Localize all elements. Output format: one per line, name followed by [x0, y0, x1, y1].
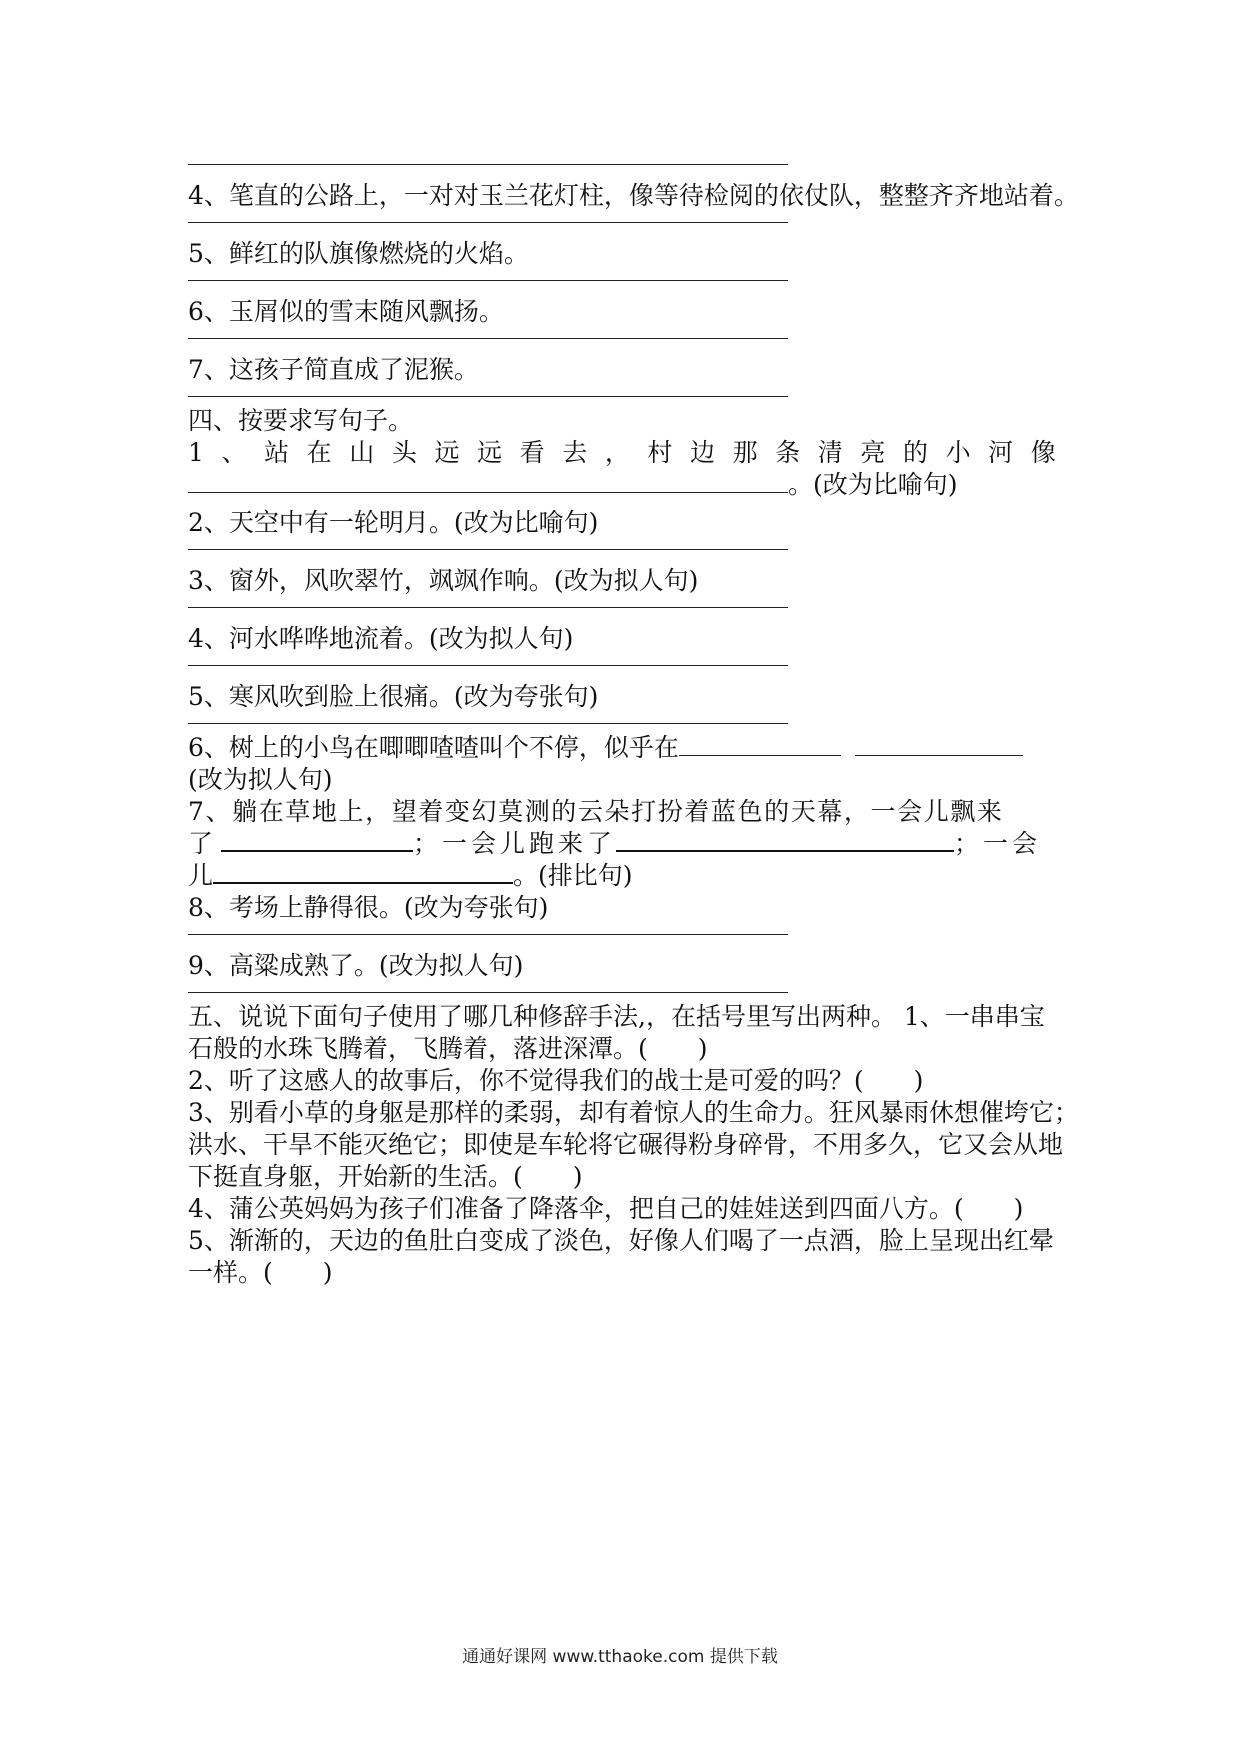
section-5-line-8: 5、渐渐的，天边的鱼肚白变成了淡色，好像人们喝了一点酒，脸上呈现出红晕	[188, 1226, 1054, 1255]
answer-line[interactable]	[188, 723, 788, 724]
answer-line[interactable]	[188, 280, 788, 281]
sentence-3-6: 6、玉屑似的雪末随风飘扬。	[188, 297, 504, 326]
section-5-line-4: 3、别看小草的身躯是那样的柔弱，却有着惊人的生命力。狂风暴雨休想催垮它；	[188, 1098, 1079, 1127]
answer-line[interactable]	[188, 992, 788, 993]
answer-blank[interactable]	[213, 860, 513, 884]
answer-line[interactable]	[188, 607, 788, 608]
footer-credit: 通通好课网 www.tthaoke.com 提供下载	[462, 1647, 778, 1667]
answer-line[interactable]	[188, 934, 788, 935]
section-5-line-6: 下挺直身躯，开始新的生活。( )	[188, 1162, 583, 1191]
section-4-title: 四、按要求写句子。	[188, 406, 414, 435]
sentence-4-9: 9、高粱成熟了。(改为拟人句)	[188, 951, 524, 980]
section-5-line-7: 4、蒲公英妈妈为孩子们准备了降落伞，把自己的娃娃送到四面八方。( )	[188, 1194, 1024, 1223]
sentence-4-7-line3: 儿 。(排比句)	[188, 861, 633, 890]
sentence-4-6: 6、树上的小鸟在唧唧喳喳叫个不停，似乎在	[188, 732, 1058, 764]
answer-line	[188, 164, 788, 165]
sentence-4-2: 2、天空中有一轮明月。(改为比喻句)	[188, 508, 599, 537]
sentence-4-6-note: (改为拟人句)	[188, 765, 333, 794]
sentence-4-3: 3、窗外，风吹翠竹，飒飒作响。(改为拟人句)	[188, 566, 699, 595]
answer-blank[interactable]	[855, 733, 1023, 756]
sentence-4-5: 5、寒风吹到脸上很痛。(改为夸张句)	[188, 682, 599, 711]
sentence-3-4: 4、笔直的公路上，一对对玉兰花灯柱，像等待检阅的依仗队，整整齐齐地站着。	[188, 181, 1079, 210]
answer-blank[interactable]	[188, 470, 788, 493]
sentence-4-8: 8、考场上静得很。(改为夸张句)	[188, 893, 549, 922]
sentence-3-7: 7、这孩子简直成了泥猴。	[188, 355, 479, 384]
answer-line[interactable]	[188, 338, 788, 339]
sentence-3-5: 5、鲜红的队旗像燃烧的火焰。	[188, 239, 529, 268]
section-5-line-9: 一样。( )	[188, 1258, 333, 1287]
sentence-4-4: 4、河水哗哗地流着。(改为拟人句)	[188, 624, 574, 653]
section-5-line-2: 石般的水珠飞腾着，飞腾着，落进深潭。( )	[188, 1034, 708, 1063]
section-5-line-3: 2、听了这感人的故事后，你不觉得我们的战士是可爱的吗？( )	[188, 1066, 924, 1095]
section-5-line-5: 洪水、干旱不能灭绝它；即使是车轮将它碾得粉身碎骨，不用多久，它又会从地	[188, 1130, 1064, 1159]
sentence-4-1-cont: 。(改为比喻句)	[188, 469, 1058, 501]
answer-line[interactable]	[188, 222, 788, 223]
answer-line[interactable]	[188, 396, 788, 397]
answer-blank[interactable]	[221, 828, 413, 852]
answer-line[interactable]	[188, 549, 788, 550]
section-5-line-1: 五、说说下面句子使用了哪几种修辞手法,，在括号里写出两种。 1、一串串宝	[188, 1002, 1045, 1031]
answer-blank[interactable]	[616, 828, 954, 852]
sentence-4-7: 7、躺在草地上，望着变幻莫测的云朵打扮着蓝色的天幕，一会儿飘来	[188, 797, 1004, 826]
answer-blank[interactable]	[679, 733, 841, 756]
answer-line[interactable]	[188, 665, 788, 666]
sentence-4-7-line2: 了 ；一会儿跑来了 ；一会	[188, 829, 1042, 858]
worksheet-page	[188, 150, 1079, 1289]
sentence-4-1: 1 、 站 在 山 头 远 远 看 去 ， 村 边 那 条 清 亮 的 小 河 像	[188, 438, 1056, 467]
